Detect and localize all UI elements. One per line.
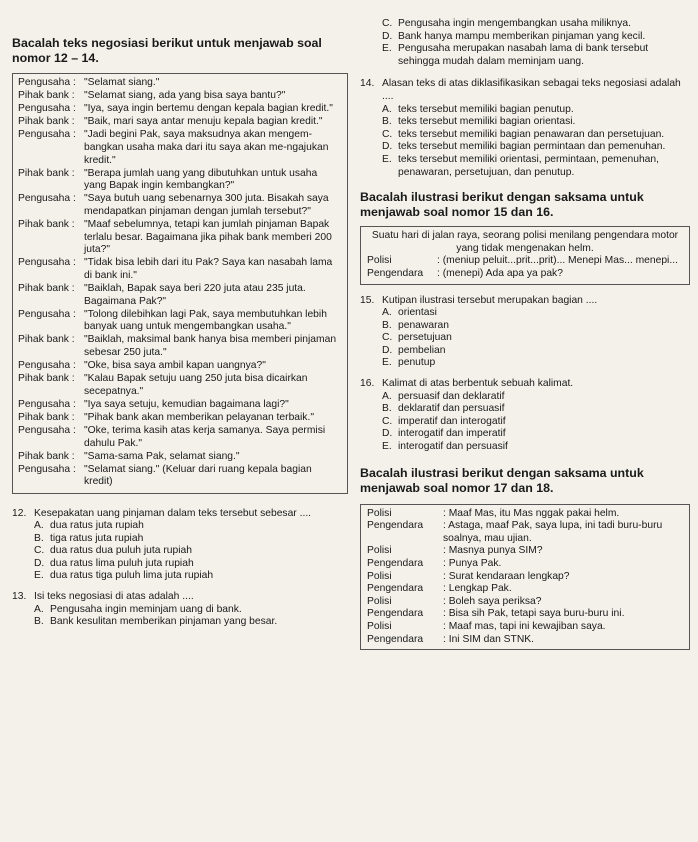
option-text: teks tersebut memiliki bagian penutup.	[398, 103, 574, 115]
answer-option[interactable]	[382, 332, 690, 345]
answer-option[interactable]	[34, 604, 348, 617]
illustration-line	[367, 255, 683, 268]
answer-option[interactable]	[382, 154, 690, 179]
illustration-text: : Surat kendaraan lengkap?	[443, 570, 570, 582]
question-body	[382, 295, 690, 371]
question-number: 12.	[12, 507, 27, 519]
dialogue-speaker: Pengusaha :	[18, 103, 76, 115]
option-letter: E.	[382, 153, 392, 165]
question-row	[360, 295, 690, 371]
answer-option[interactable]	[34, 616, 348, 629]
option-letter: E.	[382, 357, 392, 369]
option-text: orientasi	[398, 307, 437, 319]
illustration-text: : (menepi) Ada apa ya pak?	[437, 267, 563, 279]
option-letter: B.	[34, 616, 44, 628]
dialogue-text: "Iya, saya ingin bertemu dengan kepala bagian kredit."	[84, 103, 333, 115]
option-text: dua ratus dua puluh juta rupiah	[50, 545, 192, 557]
answer-option[interactable]	[34, 533, 348, 546]
dialogue-line	[18, 90, 342, 103]
illustration-line	[367, 545, 683, 558]
option-text: interogatif dan persuasif	[398, 441, 508, 453]
answer-option[interactable]	[382, 416, 690, 429]
dialogue-text: "Sama-sama Pak, selamat siang."	[84, 450, 240, 462]
dialogue-line	[18, 77, 342, 90]
dialogue-speaker: Pihak bank :	[18, 334, 75, 346]
dialogue-text: "Oke, terima kasih atas kerja samanya. Saya permisi dahulu Pak."	[84, 425, 326, 449]
dialogue-speaker: Pengusaha :	[18, 129, 76, 141]
illustration-17-box	[360, 504, 690, 651]
option-text: teks tersebut memiliki bagian orientasi.	[398, 116, 576, 128]
option-letter: C.	[382, 128, 393, 140]
illustration-speaker: Polisi	[367, 620, 392, 632]
option-letter: B.	[382, 319, 392, 331]
dialogue-text: "Berapa jumlah uang yang dibutuhkan untuk usaha yang Bapak ingin kembangkan?"	[84, 167, 318, 192]
illustration-speaker: Pengendara	[367, 520, 424, 532]
question-body	[34, 508, 348, 584]
question-stem: Kesepakatan uang pinjaman dalam teks tersebut sebesar ....	[34, 507, 312, 519]
illustration-line	[367, 520, 683, 545]
dialogue-speaker: Pihak bank :	[18, 167, 75, 179]
dialogue-speaker: Pihak bank :	[18, 219, 75, 231]
illustration-text: : Maaf Mas, itu Mas nggak pakai helm.	[443, 507, 620, 519]
option-letter: E.	[382, 441, 392, 453]
option-text: Pengusaha ingin mengembangkan usaha miliknya.	[398, 18, 631, 29]
option-text: persetujuan	[398, 332, 452, 344]
dialogue-line	[18, 219, 342, 257]
dialogue-line	[18, 451, 342, 464]
dialogue-speaker: Pengusaha :	[18, 398, 76, 410]
question-number: 16.	[360, 378, 375, 390]
dialogue-text: "Iya saya setuju, kemudian bagaimana lagi?"	[84, 398, 289, 410]
dialogue-line	[18, 283, 342, 308]
answer-option[interactable]	[382, 129, 690, 142]
option-letter: D.	[382, 428, 393, 440]
illustration-text: : Punya Pak.	[443, 558, 502, 569]
dialogue-line	[18, 168, 342, 193]
option-text: tiga ratus juta rupiah	[50, 532, 144, 544]
answer-option[interactable]	[34, 545, 348, 558]
illustration-line	[367, 508, 683, 521]
option-text: persuasif dan deklaratif	[398, 390, 505, 402]
dialogue-speaker: Pihak bank :	[18, 283, 75, 294]
illustration-text: : Astaga, maaf Pak, saya lupa, ini tadi buru-buru soalnya, mau ujian.	[443, 520, 663, 544]
question-row	[360, 78, 690, 179]
option-text: pembelian	[398, 344, 446, 356]
dialogue-speaker: Pengusaha :	[18, 77, 76, 88]
illustration-line	[367, 583, 683, 596]
question-number: 14.	[360, 78, 375, 90]
question-body	[34, 591, 348, 629]
dialogue-line	[18, 309, 342, 334]
answer-option[interactable]	[382, 116, 690, 129]
dialogue-speaker: Pengusaha :	[18, 193, 76, 205]
option-letter: B.	[382, 116, 392, 128]
dialogue-text: "Selamat siang."	[84, 77, 160, 88]
option-letter: D.	[382, 344, 393, 356]
question-15	[360, 295, 690, 371]
answer-option[interactable]	[382, 441, 690, 454]
option-letter: D.	[382, 141, 393, 153]
dialogue-text: "Jadi begini Pak, saya maksudnya akan mengem-bangkan usaha maka dari itu saya akan me-ngajukan kredit."	[84, 129, 329, 166]
option-text: Pengusaha ingin meminjam uang di bank.	[50, 603, 242, 615]
illustration-line	[367, 268, 683, 281]
illustration-line	[367, 608, 683, 621]
option-letter: B.	[382, 403, 392, 415]
dialogue-speaker: Pihak bank :	[18, 450, 75, 462]
option-text: dua ratus lima puluh juta rupiah	[50, 557, 194, 569]
option-text: Bank hanya mampu memberikan pinjaman yang kecil.	[398, 30, 646, 42]
dialogue-text: "Baik, mari saya antar menuju kepala bagian kredit."	[84, 116, 323, 128]
question-body	[382, 78, 690, 179]
option-text: teks tersebut memiliki bagian permintaan dan pemenuhan.	[398, 141, 666, 153]
option-letter: E.	[34, 570, 44, 582]
illustration-15-intro: Suatu hari di jalan raya, seorang polisi menilang pengendara motor yang tidak mengenakan helm.	[371, 230, 679, 254]
dialogue-line	[18, 412, 342, 425]
illustration-speaker: Polisi	[367, 545, 392, 557]
illustration-speaker: Pengendara	[367, 583, 424, 595]
illustration-text: : Lengkap Pak.	[443, 583, 512, 595]
answer-option[interactable]	[34, 558, 348, 571]
illustration-speaker: Pengendara	[367, 633, 424, 645]
dialogue-text: "Maaf sebelumnya, tetapi kan jumlah pinjaman Bapak terlalu besar. Bagaimana jika pihak bank memberi 200 juta?"	[84, 219, 332, 256]
option-letter: D.	[382, 30, 393, 42]
dialogue-speaker: Pihak bank :	[18, 116, 75, 128]
heading-q15-16: Bacalah ilustrasi berikut dengan saksama untuk menjawab soal nomor 15 dan 16.	[360, 190, 644, 220]
answer-option[interactable]	[382, 18, 690, 31]
illustration-text: : (meniup peluit...prit...prit)... Menepi Mas... menepi...	[437, 255, 678, 267]
question-row	[360, 378, 690, 454]
dialogue-line	[18, 373, 342, 398]
dialogue-line	[18, 425, 342, 450]
question-12	[12, 508, 348, 584]
question-body	[382, 378, 690, 454]
dialogue-line	[18, 334, 342, 359]
illustration-speaker: Pengendara	[367, 558, 424, 569]
dialogue-speaker: Pihak bank :	[18, 373, 75, 385]
question-row	[12, 591, 348, 629]
left-column	[12, 0, 348, 629]
question-13-continued	[360, 18, 690, 68]
illustration-speaker: Polisi	[367, 570, 392, 582]
option-text: dua ratus juta rupiah	[50, 520, 144, 532]
question-number: 13.	[12, 591, 27, 603]
illustration-speaker: Polisi	[367, 507, 392, 519]
answer-option[interactable]	[382, 357, 690, 370]
question-stem: Isi teks negosiasi di atas adalah ....	[34, 591, 194, 603]
answer-option[interactable]	[382, 403, 690, 416]
illustration-text: : Masnya punya SIM?	[443, 545, 543, 557]
dialogue-text: "Tolong dilebihkan lagi Pak, saya membutuhkan lebih banyak uang untuk mengembangkan usaha."	[84, 308, 327, 333]
dialogue-text: "Oke, bisa saya ambil kapan uangnya?"	[84, 360, 266, 372]
dialogue-text: "Selamat siang." (Keluar dari ruang kepala bagian kredit)	[84, 463, 312, 488]
right-column	[360, 0, 690, 650]
option-letter: A.	[34, 603, 44, 615]
answer-option[interactable]	[382, 320, 690, 333]
dialogue-line	[18, 129, 342, 167]
option-letter: A.	[34, 520, 44, 532]
option-letter: A.	[382, 307, 392, 319]
question-number: 15.	[360, 294, 375, 306]
option-text: penutup	[398, 357, 436, 369]
illustration-line	[367, 571, 683, 584]
option-text: Bank kesulitan memberikan pinjaman yang besar.	[50, 616, 278, 628]
question-16	[360, 378, 690, 454]
dialogue-line	[18, 360, 342, 373]
illustration-speaker: Pengendara	[367, 267, 424, 279]
answer-option[interactable]	[382, 428, 690, 441]
option-text: deklaratif dan persuasif	[398, 403, 505, 415]
option-letter: E.	[382, 43, 392, 55]
question-stem: Alasan teks di atas diklasifikasikan sebagai teks negosiasi adalah ....	[382, 78, 681, 102]
illustration-15-lines	[367, 255, 683, 280]
question-stem: Kalimat di atas berbentuk sebuah kalimat.	[382, 378, 574, 390]
option-letter: B.	[34, 532, 44, 544]
dialogue-speaker: Pihak bank :	[18, 411, 75, 423]
illustration-speaker: Polisi	[367, 595, 392, 607]
dialogue-line	[18, 193, 342, 218]
option-text: interogatif dan imperatif	[398, 428, 506, 440]
option-letter: A.	[382, 103, 392, 115]
dialogue-text: "Baiklah, maksimal bank hanya bisa memberi pinjaman sebesar 250 juta."	[84, 334, 337, 358]
illustration-speaker: Polisi	[367, 255, 392, 267]
option-letter: D.	[34, 557, 45, 569]
dialogue-speaker: Pengusaha :	[18, 308, 76, 320]
dialogue-text: "Tidak bisa lebih dari itu Pak? Saya kan nasabah lama di bank ini."	[84, 257, 333, 281]
heading-q17-18: Bacalah ilustrasi berikut dengan saksama untuk menjawab soal nomor 17 dan 18.	[360, 465, 644, 495]
illustration-line	[367, 621, 683, 634]
heading-q12-14: Bacalah teks negosiasi berikut untuk menjawab soal nomor 12 – 14.	[12, 36, 322, 65]
option-text: Pengusaha merupakan nasabah lama di bank tersebut sehingga mudah dalam meminjam uang.	[398, 43, 649, 67]
question-13	[12, 591, 348, 629]
dialogue-line	[18, 116, 342, 129]
dialogue-line	[18, 257, 342, 282]
question-row	[12, 508, 348, 584]
option-text: imperatif dan interogatif	[398, 415, 506, 427]
negotiation-dialogue	[12, 73, 348, 494]
option-text: dua ratus tiga puluh lima juta rupiah	[50, 570, 214, 582]
answer-option[interactable]	[382, 141, 690, 154]
answer-option[interactable]	[382, 307, 690, 320]
option-letter: C.	[382, 332, 393, 344]
answer-option[interactable]	[382, 104, 690, 117]
answer-option[interactable]	[382, 31, 690, 44]
dialogue-text: "Pihak bank akan memberikan pelayanan terbaik."	[84, 411, 314, 423]
illustration-text: : Boleh saya periksa?	[443, 595, 542, 607]
dialogue-text: "Baiklah, Bapak saya beri 220 juta atau 235 juta. Bagaimana Pak?"	[84, 283, 306, 307]
option-letter: C.	[34, 545, 45, 557]
answer-option[interactable]	[382, 43, 690, 68]
illustration-text: : Maaf mas, tapi ini kewajiban saya.	[443, 620, 606, 632]
dialogue-speaker: Pengusaha :	[18, 360, 76, 372]
option-letter: C.	[382, 18, 393, 29]
illustration-line	[367, 558, 683, 571]
illustration-speaker: Pengendara	[367, 608, 424, 620]
illustration-text: : Ini SIM dan STNK.	[443, 633, 534, 645]
dialogue-text: "Saya butuh uang sebenarnya 300 juta. Bisakah saya mendapatkan pinjaman dengan jumlah tersebut?"	[84, 193, 329, 217]
dialogue-text: "Selamat siang, ada yang bisa saya bantu?"	[84, 90, 286, 102]
dialogue-line	[18, 464, 342, 489]
answer-option[interactable]	[382, 345, 690, 358]
option-text: teks tersebut memiliki orientasi, permintaan, pemenuhan, penawaran, persetujuan, dan penutup.	[398, 153, 659, 178]
answer-option[interactable]	[34, 570, 348, 583]
dialogue-line	[18, 103, 342, 116]
dialogue-speaker: Pengusaha :	[18, 425, 76, 437]
option-text: penawaran	[398, 319, 449, 331]
dialogue-speaker: Pengusaha :	[18, 463, 76, 475]
dialogue-speaker: Pengusaha :	[18, 257, 76, 269]
option-letter: A.	[382, 390, 392, 402]
dialogue-text: "Kalau Bapak setuju uang 250 juta bisa dicairkan secepatnya."	[84, 373, 308, 397]
option-text: teks tersebut memiliki bagian penawaran dan persetujuan.	[398, 128, 665, 140]
question-14	[360, 78, 690, 179]
dialogue-line	[18, 399, 342, 412]
question-stem: Kutipan ilustrasi tersebut merupakan bagian ....	[382, 294, 598, 306]
illustration-text: : Bisa sih Pak, tetapi saya buru-buru ini.	[443, 608, 625, 620]
answer-option[interactable]	[34, 520, 348, 533]
answer-option[interactable]	[382, 391, 690, 404]
option-letter: C.	[382, 415, 393, 427]
illustration-15-box	[360, 226, 690, 284]
illustration-line	[367, 634, 683, 647]
dialogue-speaker: Pihak bank :	[18, 90, 75, 102]
illustration-line	[367, 596, 683, 609]
